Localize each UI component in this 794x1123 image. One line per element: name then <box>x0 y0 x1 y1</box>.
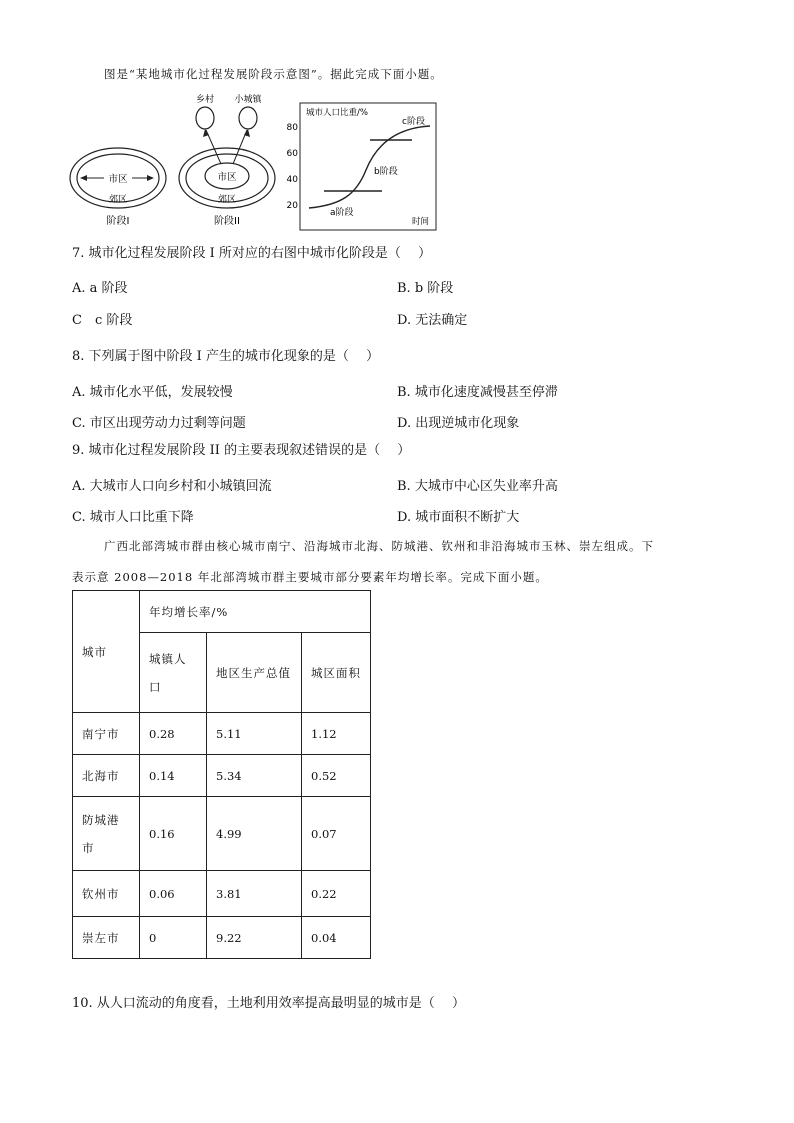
urbanization-stage-figure <box>66 90 446 232</box>
q9-option-a[interactable]: A. 大城市人口向乡村和小城镇回流 <box>72 479 272 494</box>
q9-option-d[interactable]: D. 城市面积不断扩大 <box>397 510 520 525</box>
row-city: 北海市 <box>73 755 140 797</box>
row-city: 崇左市 <box>73 917 140 959</box>
row-area: 0.52 <box>302 755 371 797</box>
row-city: 钦州市 <box>73 871 140 917</box>
urbanization-curve-chart <box>287 103 436 230</box>
row-area: 0.04 <box>302 917 371 959</box>
q7-option-d[interactable]: D. 无法确定 <box>397 313 468 328</box>
table-row <box>73 755 371 797</box>
stage2-suburb-label: 郊区 <box>217 195 237 205</box>
stage2-caption: 阶段II <box>214 216 240 227</box>
village-label: 乡村 <box>195 95 215 105</box>
q7-stem: 7. 城市化过程发展阶段 I 所对应的右图中城市化阶段是（ ） <box>72 246 432 261</box>
col-header-area: 城区面积 <box>302 633 371 713</box>
stage2-center-label: 市区 <box>217 172 237 183</box>
stage1-center-label: 市区 <box>108 174 128 185</box>
row-gdp: 9.22 <box>207 917 302 959</box>
row-population: 0.06 <box>140 871 207 917</box>
row-area: 1.12 <box>302 713 371 755</box>
chart-xlabel: 时间 <box>412 217 430 227</box>
row-gdp: 5.34 <box>207 755 302 797</box>
stage2-diagram <box>179 93 275 227</box>
ytick-60: 60 <box>286 149 298 159</box>
intro-text: 图是“某地城市化过程发展阶段示意图”。据此完成下面小题。 <box>104 67 443 81</box>
row-population: 0.14 <box>140 755 207 797</box>
row-city: 南宁市 <box>73 713 140 755</box>
q7-option-a[interactable]: A. a 阶段 <box>72 281 128 296</box>
q9-stem: 9. 城市化过程发展阶段 II 的主要表现叙述错误的是（ ） <box>72 443 411 458</box>
q8-stem: 8. 下列属于图中阶段 I 产生的城市化现象的是（ ） <box>72 349 380 364</box>
row-city: 防城港市 <box>73 797 140 871</box>
row-gdp: 5.11 <box>207 713 302 755</box>
q8-option-b[interactable]: B. 城市化速度减慢甚至停滞 <box>397 385 558 400</box>
row-gdp: 4.99 <box>207 797 302 871</box>
q8-option-a[interactable]: A. 城市化水平低，发展较慢 <box>72 385 233 400</box>
growth-rate-table <box>72 590 371 959</box>
row-area: 0.07 <box>302 797 371 871</box>
ytick-40: 40 <box>286 175 298 185</box>
stage1-diagram <box>70 148 166 227</box>
q9-option-b[interactable]: B. 大城市中心区失业率升高 <box>397 479 558 494</box>
table-row <box>73 797 371 871</box>
col-header-gdp: 地区生产总值 <box>207 633 302 713</box>
growth-group-header: 年均增长率/% <box>140 591 371 633</box>
stage-c-label: c阶段 <box>402 117 425 127</box>
city-header: 城市 <box>73 591 140 713</box>
q7-option-c[interactable]: C c 阶段 <box>72 313 133 328</box>
row-population: 0.16 <box>140 797 207 871</box>
stage1-caption: 阶段I <box>106 216 130 227</box>
row-gdp: 3.81 <box>207 871 302 917</box>
ytick-80: 80 <box>286 123 298 133</box>
q9-option-c[interactable]: C. 城市人口比重下降 <box>72 510 194 525</box>
urbanization-curve <box>309 126 430 208</box>
intro2-line2: 表示意 2008—2018 年北部湾城市群主要城市部分要素年均增长率。完成下面小题。 <box>72 570 548 584</box>
row-population: 0.28 <box>140 713 207 755</box>
stage-a-label: a阶段 <box>330 208 354 218</box>
q8-option-c[interactable]: C. 市区出现劳动力过剩等问题 <box>72 416 246 431</box>
stage1-suburb-label: 郊区 <box>108 195 128 205</box>
intro2-line1: 广西北部湾城市群由核心城市南宁、沿海城市北海、防城港、钦州和非沿海城市玉林、崇左组成。下 <box>104 539 654 553</box>
row-area: 0.22 <box>302 871 371 917</box>
chart-ylabel: 城市人口比重/% <box>306 108 368 118</box>
q7-option-b[interactable]: B. b 阶段 <box>397 281 454 296</box>
table-row <box>73 917 371 959</box>
table-row <box>73 871 371 917</box>
row-population: 0 <box>140 917 207 959</box>
col-header-population: 城镇人口 <box>140 633 207 713</box>
q10-stem: 10. 从人口流动的角度看，土地利用效率提高最明显的城市是（ ） <box>72 996 465 1011</box>
stage-b-label: b阶段 <box>374 167 398 177</box>
q8-option-d[interactable]: D. 出现逆城市化现象 <box>397 416 520 431</box>
town-label: 小城镇 <box>234 95 262 105</box>
ytick-20: 20 <box>286 201 298 211</box>
table-row <box>73 713 371 755</box>
